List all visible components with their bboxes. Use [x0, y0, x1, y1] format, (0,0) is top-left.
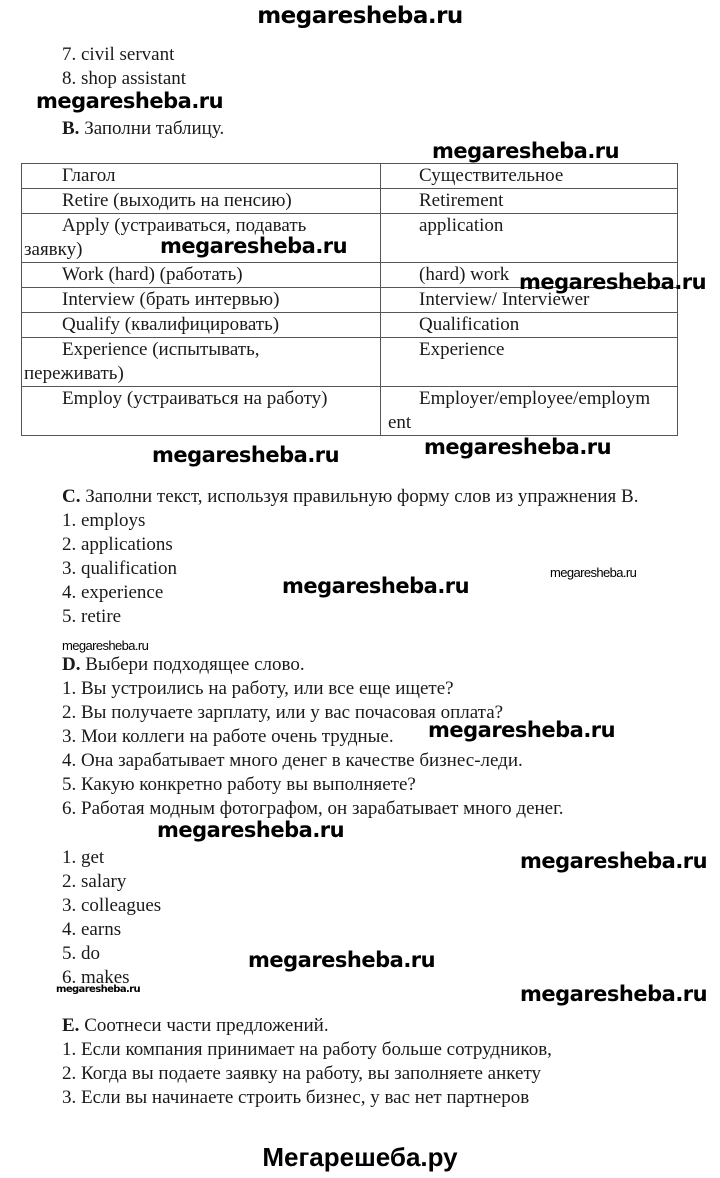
sentence-item: 2. Когда вы подаете заявку на работу, вы заполняете анкету — [62, 1063, 542, 1084]
answer-item: 5. retire — [62, 606, 122, 627]
watermark: megaresheba.ru — [157, 818, 345, 842]
watermark: megaresheba.ru — [432, 139, 620, 163]
sentence-item: 4. Она зарабатывает много денег в качестве бизнес-леди. — [62, 750, 523, 771]
answer-item: 5. do — [62, 943, 100, 964]
table-header-cell — [22, 164, 381, 189]
cell-verb: Apply (устраиваться, подавать заявку) — [24, 215, 307, 260]
table-header-cell — [381, 164, 678, 189]
sentence-item: 5. Какую конкретно работу вы выполняете? — [62, 774, 416, 795]
verb-noun-table — [21, 163, 678, 436]
section-e-heading — [62, 1014, 329, 1038]
sentence-item: 6. Работая модным фотографом, он зарабатывает много денег. — [62, 798, 564, 819]
watermark: megaresheba.ru — [550, 565, 637, 580]
section-letter: C. — [62, 486, 81, 507]
cell-verb: Interview (брать интервью) — [62, 289, 280, 310]
header-verb: Глагол — [62, 165, 116, 186]
cell-verb: Qualify (квалифицировать) — [62, 314, 280, 335]
watermark: megaresheba.ru — [520, 982, 708, 1006]
list-item: 7. civil servant — [62, 44, 175, 65]
cell-verb: Experience (испытывать, переживать) — [24, 339, 260, 384]
table-row — [22, 313, 678, 338]
sentence-item: 1. Вы устроились на работу, или все еще ищете? — [62, 678, 454, 699]
cell-noun: application — [419, 215, 504, 236]
answer-item: 4. earns — [62, 919, 122, 940]
watermark: megaresheba.ru — [520, 849, 708, 873]
table-cell — [381, 313, 678, 338]
watermark: megaresheba.ru — [282, 574, 470, 598]
cell-verb: Work (hard) (работать) — [62, 264, 243, 285]
cell-noun: Qualification — [419, 314, 520, 335]
table-cell — [22, 263, 381, 288]
answer-item: 6. makes — [62, 967, 130, 988]
site-footer-title: Мегарешеба.ру — [262, 1142, 458, 1172]
table-row — [22, 387, 678, 436]
section-letter: D. — [62, 654, 81, 675]
watermark: megaresheba.ru — [248, 948, 436, 972]
table-cell — [381, 387, 678, 436]
list-item: 8. shop assistant — [62, 68, 187, 89]
watermark: megaresheba.ru — [519, 270, 707, 294]
cell-verb: Employ (устраиваться на работу) — [62, 388, 328, 409]
table-cell — [381, 214, 678, 263]
table-cell — [22, 313, 381, 338]
answer-item: 3. colleagues — [62, 895, 162, 916]
section-b-heading — [62, 117, 224, 141]
cell-noun: Retirement — [419, 190, 504, 211]
table-cell — [22, 288, 381, 313]
header-noun: Существительное — [419, 165, 564, 186]
cell-noun: Experience — [419, 339, 505, 360]
table-cell — [22, 189, 381, 214]
table-row — [22, 214, 678, 263]
cell-noun: Employer/employee/employment — [388, 388, 651, 433]
section-letter: E. — [62, 1015, 80, 1036]
answer-item: 2. salary — [62, 871, 127, 892]
answer-item: 1. get — [62, 847, 105, 868]
cell-noun: Interview/ Interviewer — [419, 289, 590, 310]
watermark: megaresheba.ru — [424, 435, 612, 459]
site-header-title: megaresheba.ru — [257, 3, 463, 29]
watermark: megaresheba.ru — [36, 89, 224, 113]
section-c-heading — [62, 485, 638, 509]
section-instruction: Выбери подходящее слово. — [85, 654, 305, 675]
sentence-item: 2. Вы получаете зарплату, или у вас почасовая оплата? — [62, 702, 504, 723]
watermark: megaresheba.ru — [62, 638, 149, 653]
table-cell — [381, 189, 678, 214]
answer-item: 4. experience — [62, 582, 164, 603]
sentence-item: 3. Мои коллеги на работе очень трудные. — [62, 726, 394, 747]
table-row — [22, 189, 678, 214]
table-cell — [22, 338, 381, 387]
table-row — [22, 338, 678, 387]
table-cell — [381, 338, 678, 387]
watermark: megaresheba.ru — [152, 443, 340, 467]
section-letter: B. — [62, 118, 80, 139]
answer-item: 2. applications — [62, 534, 173, 555]
section-instruction: Заполни таблицу. — [84, 118, 225, 139]
sentence-item: 1. Если компания принимает на работу больше сотрудников, — [62, 1039, 552, 1060]
answer-item: 3. qualification — [62, 558, 178, 579]
watermark: megaresheba.ru — [160, 234, 348, 258]
answer-item: 1. employs — [62, 510, 146, 531]
cell-verb: Retire (выходить на пенсию) — [62, 190, 292, 211]
section-instruction: Соотнеси части предложений. — [84, 1015, 329, 1036]
section-instruction: Заполни текст, используя правильную форму слов из упражнения B. — [85, 486, 639, 507]
sentence-item: 3. Если вы начинаете строить бизнес, у вас нет партнеров — [62, 1087, 530, 1108]
watermark: megaresheba.ru — [428, 718, 616, 742]
section-d-heading — [62, 653, 305, 677]
watermark: megaresheba.ru — [56, 984, 141, 995]
table-cell — [22, 387, 381, 436]
cell-noun: (hard) work — [419, 264, 510, 285]
table-header-row — [22, 164, 678, 189]
